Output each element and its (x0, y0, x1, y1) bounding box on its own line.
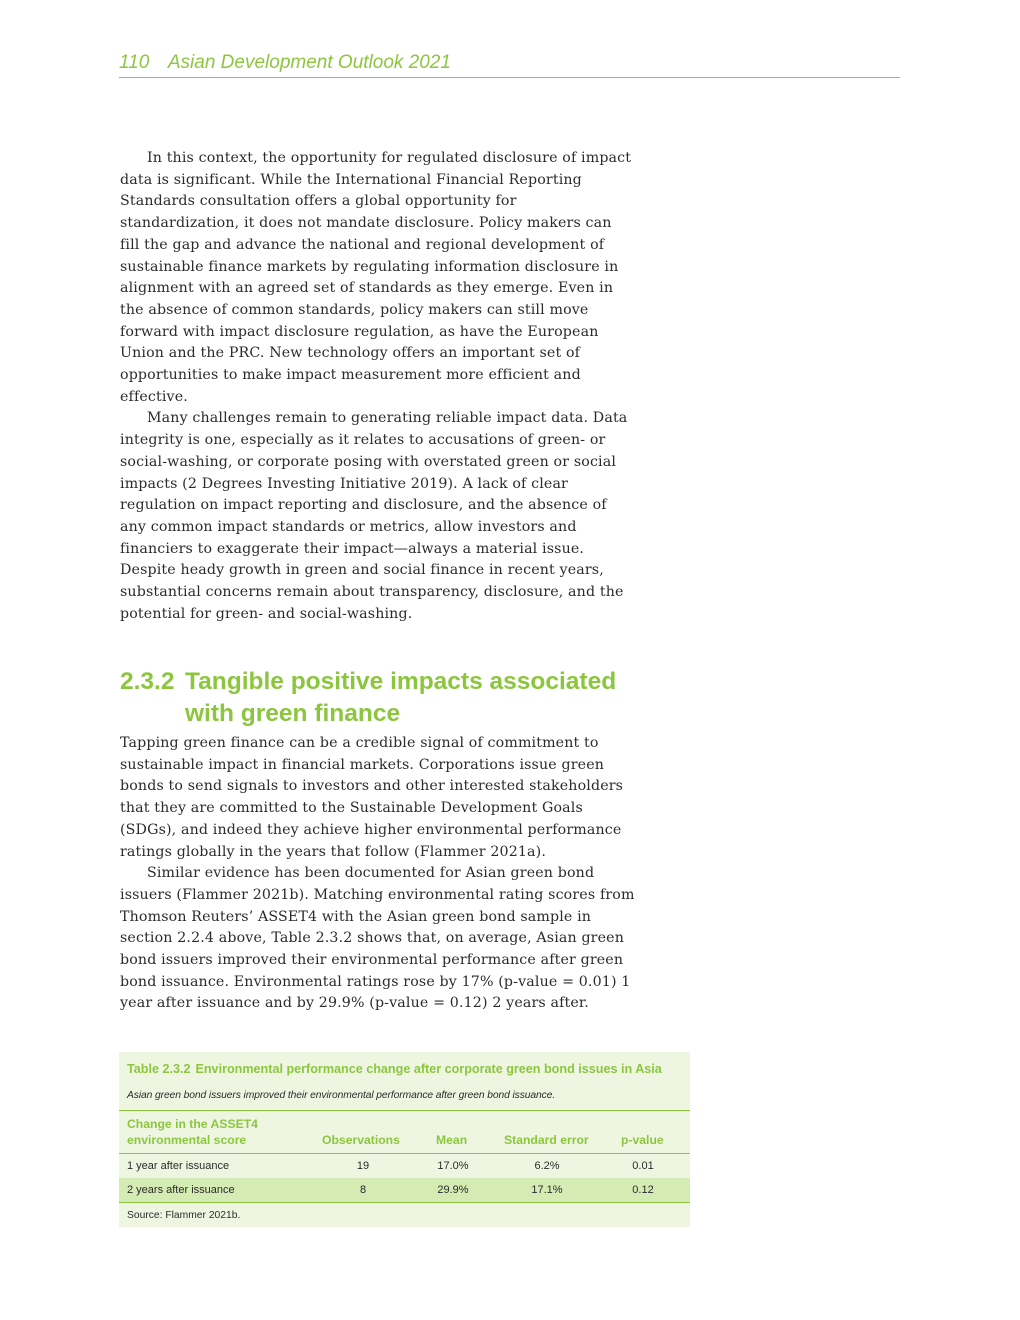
page-number: 110 (119, 52, 150, 73)
table-title (127, 1062, 687, 1076)
observations-value: 19 (356, 1160, 370, 1172)
column-header-mean: Mean (436, 1133, 468, 1147)
paragraph: Many challenges remain to generating reliable impact data. Data integrity is one, especially as it relates to accusations of green- or social-washing, or corporate posing with overstated green or social impacts (2 Degrees Investing Initiative 2019). A lack of clear regulation on impact reporting and disclosure, and the absence of any common impact standards or metrics, allow investors and financiers to exaggerate their impact—always a material issue. Despite heady growth in green and social finance in recent years, substantial concerns remain about transparency, disclosure, and the potential for green- and social-washing. (120, 410, 628, 622)
paragraph: Similar evidence has been documented for Asian green bond issuers (Flammer 2021b). Matching environmental rating scores from Thomson Reuters’ ASSET4 with the Asian green bond sample in section 2.2.4 above, Table 2.3.2 shows that, on average, Asian green bond issuers improved their environmental performance after green bond issuance. Environmental ratings rose by 17% (p-value = 0.01) 1 year after issuance and by 29.9% (p-value = 0.12) 2 years after. (120, 865, 635, 1012)
section-title: Tangible positive impacts associated with green finance (185, 668, 617, 727)
section-text (120, 733, 635, 1015)
paragraph: In this context, the opportunity for regulated disclosure of impact data is significant. While the International Financial Reporting Standards consultation offers a global opportunity for standardization, it does not mandate disclosure. Policy makers can fill the gap and advance the national and regional development of sustainable finance markets by regulating information disclosure in alignment with an agreed set of standards as they emerge. Even in the absence of common standards, policy makers can still move forward with impact disclosure regulation, as have the European Union and the PRC. New technology offers an important set of opportunities to make impact measurement more efficient and effective. (120, 150, 632, 405)
column-header-change: Change in the ASSET4 environmental score (127, 1117, 258, 1147)
mean-value: 29.9% (437, 1184, 469, 1196)
row-label: 2 years after issuance (127, 1184, 235, 1196)
publication-title: Asian Development Outlook 2021 (167, 52, 451, 73)
paragraph: Tapping green finance can be a credible signal of commitment to sustainable impact in financial markets. Corporations issue green bonds to send signals to investors and other interested stakeholders that they are committed to the Sustainable Development Goals (SDGs), and indeed they achieve higher environmental performance ratings globally in the years that follow (Flammer 2021a). (120, 735, 624, 860)
intro-text (120, 148, 635, 625)
table-rule (119, 1110, 690, 1111)
table-source: Source: Flammer 2021b. (127, 1210, 241, 1221)
column-header-p-value: p-value (621, 1133, 664, 1147)
row-label: 1 year after issuance (127, 1160, 230, 1172)
p-value-value: 0.12 (632, 1184, 654, 1196)
standard-error-value: 6.2% (534, 1160, 560, 1172)
observations-value: 8 (359, 1184, 367, 1196)
running-head (119, 52, 900, 78)
table-subtitle: Asian green bond issuers improved their environmental performance after green bond issuance. (127, 1090, 556, 1101)
table-rule (119, 1202, 690, 1203)
column-header-standard-error: Standard error (504, 1133, 589, 1147)
table-title-text: Environmental performance change after corporate green bond issues in Asia (195, 1062, 662, 1076)
mean-value: 17.0% (437, 1160, 469, 1172)
data-table (119, 1052, 690, 1227)
p-value-value: 0.01 (632, 1160, 654, 1172)
section-heading (120, 666, 640, 730)
table-row (119, 1178, 690, 1202)
standard-error-value: 17.1% (531, 1184, 563, 1196)
table-row (119, 1154, 690, 1178)
table-label: Table 2.3.2 (127, 1062, 191, 1076)
column-header-observations: Observations (322, 1133, 400, 1147)
section-number: 2.3.2 (120, 668, 175, 695)
